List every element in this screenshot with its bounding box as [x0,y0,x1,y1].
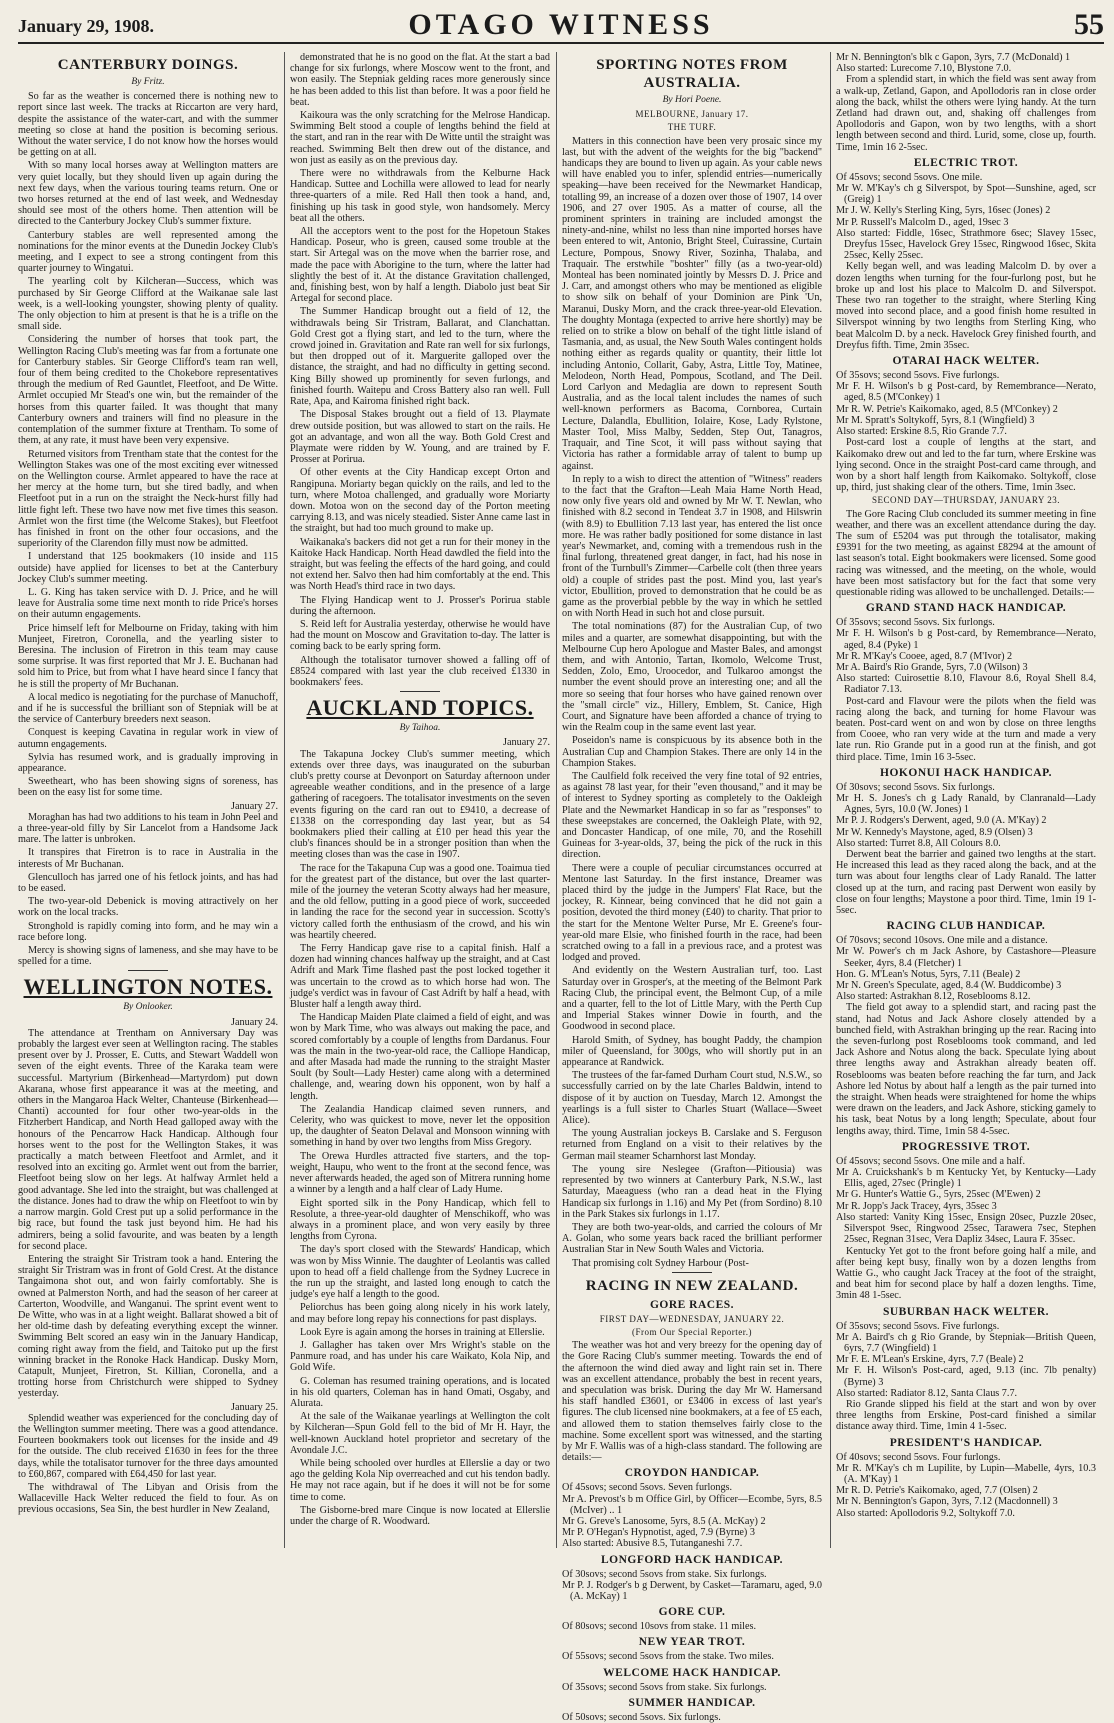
section-subhead: GORE RACES. [649,1298,735,1311]
race-entry: Mr G. Greve's Lanosome, 5yrs, 8.5 (A. McKay) 2 [562,1515,766,1527]
race-entry: Mr R. W. Petrie's Kaikomako, aged, 8.5 (M'Conkey) 2 [836,403,1058,415]
paragraph: S. Reid left for Australia yesterday, otherwise he would have had the mount on Moscow and Gravitation to-day. The latter is coming back to be early spring form. [290,618,550,653]
paragraph: Derwent beat the barrier and gained two lengths at the start. He increased this lead as they raced along the back, and at the turn was about four lengths clear of Lady Ranald. The latter closed up at the turn, and racing past Derwent won easily by close on four lengths; Maystone a poor third. Time, 1min 19 1-5sec. [836,849,1096,917]
column-rule [284,52,285,1548]
paragraph: The Gore Racing Club concluded its summer meeting in fine weather, and there was an excellent attendance during the day. The sum of £5204 was put through the totalisator, making £9391 for the two meeting, as against £8294 at the amount of last season's total. Eight bookmakers were licensed. Some good racing was witnessed, and the meeting, on the whole, would have been most satisfactory but for the fact that some very questionable riding was allowed to be unchallenged. Details:— [836,508,1096,598]
section-subhead: (From Our Special Reporter.) [632,1326,752,1337]
race-entry: Mr J. W. Kelly's Sterling King, 5yrs, 16sec (Jones) 2 [836,205,1051,217]
paragraph: The field got away to a splendid start, and racing past the stand, had Notus and Jack Ashore closely attended by a bunched field, with Astrakhan bringing up the rear. Racing into the seven-furlong post Roseblooms took command, and led Jack Ashore and Notus along the back. Speculate lying about three lengths away and Astrakhan already beaten off. Roseblooms was beaten before reaching the far turn, and Jack Ashore led Notus by about half a length as the pair turned into the straight. When heads were straightened for home the whips were drawn on the leaders, and Jack Ashore, sticking gamely to his task, beat Notus by a long length; Speculate, about four lengths away, third. Time, 1min 58 4-5sec. [836,1002,1096,1137]
race-entry: Also started: Apollodoris 9.2, Soltykoff 7.0. [836,1507,1015,1519]
race-entry: Of 70sovs; second 10sovs. One mile and a distance. [836,935,1048,947]
race-entry: Mr F. H. Wilson's b g Post-card, by Remembrance—Nerato, aged, 8.5 (M'Conkey) 1 [836,381,1096,404]
dateline: January 25. [231,1401,278,1413]
paragraph: Kelly began well, and was leading Malcolm D. by over a dozen lengths when turning for the four-furlong post, but he broke up and lost his place to Malcolm D. and Silverspot. These two ran together to the straight, where Sterling King moved into second place, and a good finish home resulted in Silverspot winning by two lengths from Sterling King, who beat Malcolm D. by a neck. Havelock Grey finished fourth, and Dreyfus fifth. Time, 2min 35sec. [836,261,1096,351]
paragraph: demonstrated that he is no good on the flat. At the start a bad change for six furlongs, where Moscow went to the front, and won easily. The Stepniak gelding races more generously since he has been added to this list than before. It was a poor field he beat. [290,52,550,108]
headline-wellington: WELLINGTON NOTES. [23,974,273,1000]
paragraph: Poseidon's name is conspicuous by its absence both in the Australian Cup and Champion Stakes. There are only 14 in the Champion Stakes. [562,735,822,769]
race-entry: Mr F. H. Wilson's Post-card, aged, 9.13 (inc. 7lb penalty) (Byrne) 3 [836,1365,1096,1388]
column-1 [18,52,278,1548]
paragraph: Kentucky Yet got to the front before going half a mile, and after being kept busy, finally won by a dozen lengths from Wattie G., who caught Jack Tracey at the foot of the straight, and beat him for second place by half a dozen lengths. Time, 3min 48 1-5sec. [836,1245,1096,1302]
race-entry: Also started: Radiator 8.12, Santa Claus 7.7. [836,1387,1018,1399]
race-entry: Mr P. J. Rodgers's Derwent, aged, 9.0 (A. M'Kay) 2 [836,815,1047,827]
paragraph: And evidently on the Western Australian turf, too. Last Saturday over in Grosper's, at the meeting of the Belmont Park Racing Club, the principal event, the Belmont Cup, of a mile and a quarter, fell to the lot of Little Mary, with the Perth Cup and Imperial Stakes winner Dowie in fourth, and the Goodwood in second place. [562,965,822,1033]
paragraph: G. Coleman has resumed training operations, and is located in his old quarters, Coleman has in hand Omati, Osgaby, and Alurata. [290,1375,550,1409]
issue-date: January 29, 1908. [18,16,155,36]
page-number: 55 [1074,8,1104,41]
race-heading: HOKONUI HACK HANDICAP. [880,766,1052,779]
paragraph: Mercy is showing signs of lameness, and she may have to be spelled for a time. [18,945,278,968]
paragraph: The Zealandia Handicap claimed seven runners, and Celerity, who was quickest to move, never let the opposition up, the daughter of Seaton Delaval and Monsoon winning with something in hand by over two lengths from Miss Gregory. [290,1103,550,1149]
race-heading: WELCOME HACK HANDICAP. [603,1666,781,1679]
paragraph: All the acceptors went to the post for the Hopetoun Stakes Handicap. Poseur, who is green, caused some trouble at the start. Sir Artegal was on the move when the barrier rose, and made the pace with Aborigine to the turn, where the latter had slightly the best of it. At the distance Gravitation challenged, and, finishing best, won by half a length. Diabolo just beat Sir Artegal for second place. [290,226,550,305]
byline: By Fritz. [131,77,165,87]
race-entry: Mr P. O'Hegan's Hypnotist, aged, 7.9 (Byrne) 3 [562,1527,755,1539]
paragraph: Of other events at the City Handicap except Orton and Rangipuna. Moriarty began quickly on the rails, and led to the turn, where Motoa challenged, and gradually wore Moriarty down. Motoa won on the second day of the Porton meeting carrying 8.13, and was nicely steadied. Sister Anne came last in the straight, but had too much ground to make up. [290,467,550,535]
paragraph: L. G. King has taken service with D. J. Price, and he will leave for Australia some time next month to ride Price's horses on their autumn engagements. [18,586,278,621]
dateline: January 27. [503,737,550,749]
paragraph: Look Eyre is again among the horses in training at Ellerslie. [300,1326,545,1338]
paragraph: It transpires that Firetron is to race in Australia in the interests of Mr Buchanan. [18,847,278,870]
race-entry: Mr W. M'Kay's ch g Silverspot, by Spot—Sunshine, aged, scr (Greig) 1 [836,183,1096,206]
paragraph: In reply to a wish to direct the attention of "Witness" readers to the fact that the Grafton—Leah Maia Hame North Head, now only five years old and owned by Mr W. T. Newlan, who finished with 8.2 second in Tendeat 3.7 in 1908, and Hilswrin (with 8.9) to Ebullition 7.13 last year, has entered the list once more. He was rather badly positioned for some distance in last year's Newmarket, and, coming with a tremendous rush in the final furlong, threatened great danger, in fact, had his nose in front of the Turnbull's Zimmer—Carbelle colt (then three years old) a couple of strides past the post. Mind you, last year's victor, Ebullition, proved to demonstration that he could be as game as the proverbial pebble by the way in which he settled on with North Head in such hot and close pursuit. [562,473,822,620]
race-entry: Hon. G. M'Lean's Notus, 5yrs, 7.11 (Beale) 2 [836,968,1021,980]
race-entry: Of 50sovs; second 5sovs. Six furlongs. [562,1711,721,1723]
column-4 [836,52,1096,1548]
headline-canterbury: CANTERBURY DOINGS. [57,57,239,73]
race-entry: Also started: Lurecome 7.10, Blystone 7.0. [836,63,1012,75]
race-entry: Mr N. Bennington's blk c Gapon, 3yrs, 7.7 (McDonald) 1 [836,52,1071,63]
race-entry: Mr P. Russell's Malcolm D., aged, 19sec 3 [836,216,1009,228]
paragraph: The Gisborne-bred mare Cinque is now located at Ellerslie under the charge of R. Woodward. [290,1504,550,1527]
race-entry: Of 35sovs; second 5sovs from stake. Six furlongs. [562,1681,767,1693]
race-entry: Also started: Fiddle, 16sec, Strathmore 6sec; Slavey 15sec, Dreyfus 15sec, Havelock Grey 15sec, Ringwood 16sec, Skita 25sec, Kelly 25sec. [836,227,1096,262]
paragraph: From a splendid start, in which the field was sent away from a walk-up, Zetland, Gapon, and Apollodoris ran in close order along the back, whilst the others were lying handy. At the turn Zetland had drawn out, and, shaking off challenges from Apollodoris and Gapon, won by two lengths, with a short length between second and third. Lurid, some, close up, fourth. Time, 1min 16 2-5sec. [836,74,1096,153]
column-rule [556,52,557,1548]
race-entry: Mr G. Hunter's Wattie G., 5yrs, 25sec (M'Ewen) 2 [836,1189,1041,1201]
section-subhead: THE TURF. [667,122,717,133]
newspaper-title: OTAGO WITNESS [408,8,714,41]
race-entry: Mr F. E. M'Lean's Erskine, 4yrs, 7.7 (Beale) 2 [836,1354,1024,1366]
race-entry: Also started: Erskine 8.5, Rio Grande 7.7. [836,426,1007,438]
race-entry: Also started: Astrakhan 8.12, Roseblooms 8.12. [836,991,1031,1003]
race-entry: Mr M. Spratt's Soltykoff, 5yrs, 8.1 (Wingfield) 3 [836,414,1035,426]
paragraph: The Orewa Hurdles attracted five starters, and the top-weight, Haupu, who went to the front at the second fence, was never afterwards headed, the aged son of Mitrera running home a winner by a length and a half clear of Lady Hume. [290,1150,550,1196]
paragraph: Stronghold is rapidly coming into form, and he may win a race before long. [18,920,278,943]
dateline: January 24. [231,1016,278,1028]
paragraph: Moraghan has had two additions to his team in John Peel and a three-year-old filly by Sir Lancelot from a Handsome Jack mare. The latter is unbroken. [18,811,278,846]
paragraph: With so many local horses away at Wellington matters are very quiet locally, but they should liven up again during the next few days, when the various touring teams return. One or two horses returned at the end of last week, and Wednesday should see most of the others home. Then attention will be directed to the Canterbury Jockey Club's summer fixture. [18,160,278,228]
paragraph: The total nominations (87) for the Australian Cup, of two miles and a quarter, are somewhat disappointing, but with the Melbourne Cup hero Apologue and Master Bales, and amongst them, and with Antonio, Tartan, Ikomolo, Welcome Trust, Sedden, Zolo, Emo, Uroocedor, and Tulkaroo amongst the number the event should prove an interesting one; and all the more so seeing that four horses who have gained renown over the "small circle" viz., Hillery, Emblem, St. Canice, High Court, and Signature have been afforded a chance of trying to win the Realm coup in the same event last year. [562,621,822,734]
paragraph: The race for the Takapuna Cup was a good one. Toaimua tied for the greatest part of the distance, but over the last quarter-mile of the journey the veteran Scotty always had her measure, and the old fellow, putting in a good piece of work, succeeded in landing the race for the second year in succession. Scotty's victory called forth the enthusiasm of the crowd, and his win was heartily cheered. [290,862,550,941]
paragraph: The Ferry Handicap gave rise to a capital finish. Half a dozen had winning chances halfway up the straight, and at Cast Adrift and Mark Time flashed past the post locked together it was uncertain to the crowd as to which horse had won. The judge's verdict was in favour of Cast Adrift by half a head, with Bluster half a length away third. [290,943,550,1011]
paragraph: Splendid weather was experienced for the concluding day of the Wellington summer meeting. There was a good attendance. Fourteen bookmakers took out licenses for the inside and 49 for the outside. The club received £1630 in fees for the three days, while the totalisator turnover for the three days amounted to £60,867, compared with £64,450 for last year. [18,1412,278,1480]
paragraph: Conquest is keeping Cavatina in regular work in view of autumn engagements. [18,727,278,750]
race-entry: Mr A. Cruickshank's b m Kentucky Yet, by Kentucky—Lady Ellis, aged, 27sec (Pringle) 1 [836,1167,1096,1190]
race-heading: GORE CUP. [658,1606,726,1619]
race-heading: PROGRESSIVE TROT. [901,1140,1031,1153]
race-heading: GRAND STAND HACK HANDICAP. [865,602,1067,615]
byline: By Taihoa. [399,723,441,734]
race-heading: NEW YEAR TROT. [638,1636,746,1649]
paragraph: Glenculloch has jarred one of his fetlock joints, and has had to be eased. [18,871,278,895]
paragraph: J. Gallagher has taken over Mrs Wright's stable on the Panmure road, and has under his care Waikato, Kola Nip, and Gold Wife. [290,1339,550,1374]
race-heading: CROYDON HANDICAP. [624,1467,760,1480]
byline: By Hori Poene. [662,95,722,105]
race-entry: Of 30sovs; second 5sovs. Six furlongs. [836,781,995,793]
paragraph: A local medico is negotiating for the purchase of Manuchoff, and if he is successful the brilliant son of Stepniak will be at the service of Canterbury breeders next season. [18,691,278,726]
race-entry: Mr R. M'Kay's Cooee, aged, 8.7 (M'Ivor) 2 [836,650,1013,662]
race-entry: Also started: Vanity King 15sec, Ensign 20sec, Puzzle 20sec, Silverspot 9sec, Ringwood 25sec, Tarawera 7sec, Stephen 25sec, Regnan 31sec, Vera Dapliz 34sec, Laura F. 35sec. [836,1211,1096,1246]
race-heading: SUMMER HANDICAP. [628,1696,756,1709]
paragraph: Kaikoura was the only scratching for the Melrose Handicap. Swimming Belt stood a couple of lengths behind the field at the start, and ran in the rear with De Witte until the straight was reached. Swimming Belt then drew out of the distance, and won just as easily as on the previous day. [290,110,550,166]
race-entry: Mr N. Bennington's Gapon, 3yrs, 7.12 (Macdonnell) 3 [836,1496,1058,1508]
paragraph: There were no withdrawals from the Kelburne Hack Handicap. Suttee and Lochilla were allowed to lead for nearly three-quarters of a mile. Red Hall then took a hand, and, finishing up his task in good style, won handsomely. Mercy beat all the others. [290,168,550,224]
race-entry: Mr F. H. Wilson's b g Post-card, by Remembrance—Nerato, aged, 8.4 (Pyke) 1 [836,628,1096,651]
dateline: January 27. [231,800,278,812]
race-entry: Of 45sovs; second 5sovs. One mile. [836,171,983,183]
race-entry: Of 45sovs; second 5sovs. Seven furlongs. [562,1482,733,1494]
paragraph: Matters in this connection have been very prosaic since my last, but with the advent of the weights for the big "backend" handicaps they are bound to liven up again. As your cable news will have enabled you to infer, splendid entries—numerically speaking—have been received for the Newmarket Handicap, totalling 99, an increase of a dozen over those of 1907, 14 over 1906, and 27 over 1905. As a matter of course, all the prominent sprinters in training are included amongst the ninety-and-nine, whilst no less than nine imported horses have been entered to wit, Antonio, Bright Steel, Cuirassine, Curtain Lecture, Pompous, Snowy River, Sozinha, Thalaba, and Traquair. The erstwhile "boshter" filly (as a two-year-old) Monteal has been nominated jointly by Messrs D. J. Price and J. Carr, and amongst others who may be mentioned as eligible to show silk on behalf of your Dominion are Pink 'Un, Maranui, Dusky Morn, and the crack three-year-old Elevation. The doughty Montaga (expected to arrive here shortly) may be relied on to strike a blow on behalf of the tight little island of Tasmania, and, as usual, the New South Wales contingent holds nothing either as regards quality or quantity, their little lot including Antonio, Collarit, Gaby, Astra, Little Toy, Matinee, Melodeon, North Head, Pompous, Scotland, and The Deil. Lord Carlyon and Medaglia are down to represent South Australia, and as the local talent includes the names of such well-known performers as Bacoma, Cornborea, Curtain Lecture, Dalandla, Ebullition, Iolaire, Kose, Lady Rylstone, Master Tool, Miss Malby, Sedden, Step Out, Tanagros, Traquair, and Tine Scot, it will pass without saying that Victoria has rather a formidable array of talent to bump up against. [562,135,822,472]
paragraph: The day's sport closed with the Stewards' Handicap, which was won by Miss Winnie. The daughter of Leolantis was called upon to head off a field challenge from the Sydney Lucrece in the run up the straight, and lasted long enough to catch the judge's eye half a length to the good. [290,1244,550,1301]
race-entry: Of 55sovs; second 5sovs from the stake. Two miles. [562,1651,774,1663]
paragraph: The Flying Handicap went to J. Prosser's Porirua stable during the afternoon. [290,594,550,617]
column-rule [830,52,831,1548]
race-heading: LONGFORD HACK HANDICAP. [601,1553,783,1566]
race-entry: Mr P. J. Rodger's b g Derwent, by Casket—Taramaru, aged, 9.0 (A. McKay) 1 [562,1579,822,1602]
headline-australia: SPORTING NOTES FROM AUSTRALIA. [596,57,788,91]
masthead [18,6,1104,44]
section-subhead: FIRST DAY—WEDNESDAY, JANUARY 22. [599,1313,785,1324]
paragraph: The trustees of the far-famed Durham Court stud, N.S.W., so successfully carried on by the late Charles Baldwin, intend to dispose of it by auction on Tuesday, March 12. Amongst the yearlings is a full sister to Charles Stuart (Wallace—Sweet Alice). [562,1070,822,1127]
paragraph: Price himself left for Melbourne on Friday, taking with him Munjeet, Firetron, Coronella, and the yearling sister to Beresina. The inclusion of Firetron in this team may cause some surprise. It was first reported that Mr J. E. Buchanan had sold him to Price, but from what I have heard since I fancy that he is still the property of Mr Buchanan. [18,622,278,690]
race-heading: ELECTRIC TROT. [913,156,1019,169]
paragraph: Rio Grande slipped his field at the start and won by over three lengths from Erskine, Post-card finished a similar distance away third. Time, 1min 4 1-5sec. [836,1398,1096,1433]
paragraph: Post-card lost a couple of lengths at the start, and Kaikomako drew out and led to the far turn, where Erskine was lying second. Once in the straight Post-card came through, and won by a short half length from Kaikomako. Soltykoff, close up, third, just shaking clear of the others. Time, 1min 3sec. [836,437,1096,494]
race-entry: Mr A. Baird's ch g Rio Grande, by Stepniak—British Queen, 6yrs, 7.7 (Wingfield) 1 [836,1331,1096,1354]
paragraph: The Summer Handicap brought out a field of 12, the withdrawals being Sir Tristram, Ballarat, and Clanchattan. Gold Crest got a flying start, and led to the turn, where the crowd joined in. Gravitation and Rate ran well for six furlongs, but then dropped out of it. Marguerite galloped over the distance, the straight, and had no difficulty in getting second. King Billy showed up prominently for seven furlongs, and finished fourth. Waitepu and Cross Battery also ran well. Full Rate, Apa, and Kairoma finished right back. [290,306,550,408]
race-entry: Mr R. Jopp's Jack Tracey, 4yrs, 35sec 3 [836,1200,997,1212]
paragraph: The young sire Neslegee (Grafton—Pitiousia) was represented by two winners at Canterbury Park, N.S.W., last Saturday, Maeaguess (who ran a dead heat in the Flying Handicap six furlongs in 1.16) and My Pet (from Sordino) 8.10 in the Park Stakes six furlongs in 1.17. [562,1163,822,1220]
paragraph: While being schooled over hurdles at Ellerslie a day or two ago the gelding Kola Nip overreached and cut his tendon badly. He may not race again, but if he does it will not be for some time to come. [290,1457,550,1503]
race-entry: Mr W. Power's ch m Jack Ashore, by Castashore—Pleasure Seeker, 4yrs, 8.4 (Fletcher) 1 [836,946,1096,969]
paragraph: Waikanaka's backers did not get a run for their money in the Kaitoke Hack Handicap. North Head dawdled the field into the straight, but was feeling the effects of the hard going, and could not extend her. Salvo then had him comfortably at the end. This was North Head's third race in two days. [290,536,550,593]
paragraph: Considering the number of horses that took part, the Wellington Racing Club's meeting was far from a fortunate one for Canterbury stables. Sir George Clifford's team ran well, four of them being credited to the Chokebore representatives through the medium of Red Gauntlet, Fleetfoot, and De Witte. Armlet occupied Mr Stead's one win, but the remainder of the horses from this quarter failed. It was thought that many Canterbury owners and trainers will find no pleasure in the contemplation of the summer fixture at Trentham. To some of them, at any rate, it must have been very expensive. [18,334,278,447]
paragraph: The two-year-old Debenick is moving attractively on her work on the local tracks. [18,896,278,919]
paragraph: There were a couple of peculiar circumstances occurred at Mentone last Saturday. In the first instance, Dreamer was placed third by the judge in the Jumpers' Flat Race, but the jockey, R. Kinnear, being convinced that he did not gain a position, devoted the third money (£40) to charity. That prior to the start for the Mentone Welter Purse, Mr E. Greene's four-year-old mare Elsie, who finished fourth in the race, had been scratched owing to a fall in a previous race, and a protest was lodged and proved. [562,862,822,964]
race-entry: Also started: Cuirosettie 8.10, Flavour 8.6, Royal Shell 8.4, Radiator 7.13. [836,673,1096,696]
race-entry: Mr A. Prevost's b m Office Girl, by Officer—Ecombe, 5yrs, 8.5 (McIver) .. 1 [562,1493,822,1516]
paragraph: The Caulfield folk received the very fine total of 92 entries, as against 78 last year, for their "even thousand," and it may be of interest to Sydney sporting as completely to the Oakleigh Plate and the Newmarket Handicap in so far as "responses" to these sweepstakes are concerned, the Oakleigh Plate, with 92, and Doncaster Handicap, of one mile, 70, and the Rosehill Guineas for 3-year-olds, 37, being the pick of the ruck in this direction. [562,770,822,861]
paragraph: That promising colt Sydney Harbour (Post- [572,1257,749,1269]
race-entry: Of 35sovs; second 5sovs. Six furlongs. [836,617,995,629]
headline-racing-nz: RACING IN NEW ZEALAND. [585,1277,799,1294]
race-entry: Of 35sovs; second 5sovs. Five furlongs. [836,1320,1000,1332]
race-entry: Mr H. S. Jones's ch g Lady Ranald, by Clanranald—Lady Agnes, 5yrs, 10.0 (W. Jones) 1 [836,792,1096,816]
paragraph: Post-card and Flavour were the pilots when the field was racing along the back, and turning for home Flavour was beaten. Post-card went on and won by close on three lengths from Cooee, who ran very wide at the turn and made a very late run. Rio Grande put in a good run at the finish, and got third place. Time, 1min 16 3-5sec. [836,695,1096,763]
paragraph: Although the totalisator turnover showed a falling off of £8524 compared with last year the club received £1330 in bookmakers' fees. [290,654,550,688]
paragraph: The Disposal Stakes brought out a field of 13. Playmate drew outside position, but was allowed to start on the rails. He got an advantage, and won all the way. Both Gold Crest and Playmate were ridden by W. Young, and are trained by F. Prosser at Porirua. [290,409,550,466]
paragraph: Entering the straight Sir Tristram took a hand. Entering the straight Sir Tristram was in front of Gold Crest. At the distance Tangaimona shot out, and won fairly comfortably. She is owned at Palmerston North, and had the season of her career at Carterton, Woodville, and Wanganui. The sprint event went to De Witte, who was in at a light weight. Ballarat showed a bit of her old-time dash by defeating everything except the winner. Swimming Belt scored an easy win in the January Handicap, coming right away from the field, and Taitoko put up the first winning bracket in the Ronoke Hack Handicap. Dusky Morn, Catapult, Munjeet, Firetron, St. Killian, Coronella, and a trotting horse from Christchurch were shipped to Sydney yesterday. [18,1253,278,1400]
paragraph: At the sale of the Waikanae yearlings at Wellington the colt by Kilcheran—Spun Gold fell to the bid of Mr H. Hayr, the well-known Auckland hotel proprietor and secretary of the Avondale J.C. [290,1411,550,1456]
section-subhead: SECOND DAY—THURSDAY, JANUARY 23. [871,495,1061,506]
column-3 [562,52,822,1723]
race-entry: Of 40sovs; second 5sovs. Four furlongs. [836,1451,1001,1463]
paragraph: Harold Smith, of Sydney, has bought Paddy, the champion miler of Queensland, for 300gs, who will shortly put in an appearance at Randwick. [562,1034,822,1069]
race-entry: Mr W. Kennedy's Maystone, aged, 8.9 (Olsen) 3 [836,826,1033,838]
race-entry: Also started: Turret 8.8, All Colours 8.0. [836,837,1001,849]
race-entry: Of 45sovs; second 5sovs. One mile and a half. [836,1155,1026,1167]
race-heading: RACING CLUB HANDICAP. [886,920,1046,933]
race-heading: PRESIDENT'S HANDICAP. [889,1436,1043,1449]
race-heading: SUBURBAN HACK WELTER. [882,1305,1050,1318]
race-entry: Mr A. Baird's Rio Grande, 5yrs, 7.0 (Wilson) 3 [836,661,1028,673]
paragraph: Sweetheart, who has been showing signs of soreness, has been on the easy list for some time. [18,776,278,799]
paragraph: The Handicap Maiden Plate claimed a field of eight, and was won by Mark Time, who was always out making the pace, and scored comfortably by a couple of lengths from Dardanus. Four was the main in the two-year-old race, the Calliope Handicap, and after Masada had made the running to the straight Master Soult (by Soult—Lady Hester) came along with a determined challenge, and, wearing down his opponent, won by half a length. [290,1012,550,1102]
race-entry: Mr R. D. Petrie's Kaikomako, aged, 7.7 (Olsen) 2 [836,1485,1038,1497]
column-2 [290,52,550,1548]
paragraph: They are both two-year-olds, and carried the colours of Mr A. Golan, who some years back raced the brilliant performer Australian Star in New South Wales and Victoria. [562,1221,822,1256]
race-entry: Mr R. M'Kay's ch m Lupilite, by Lupin—Mabelle, 4yrs, 10.3 (A. M'Kay) 1 [836,1462,1096,1485]
paragraph: The yearling colt by Kilcheran—Success, which was purchased by Sir George Clifford at the Waikanae sale last week, is a well-looking youngster, showing plenty of quality. The only objection to him at present is that he is a trifle on the small side. [18,276,278,333]
divider [672,1272,712,1273]
paragraph: So far as the weather is concerned there is nothing new to report since last week. The tracks at Riccarton are very hard, despite the assistance of the water-cart, and with the summer meeting so close at hand the position is becoming serious. Without the water service, I do not know how the horses would be getting on at all. [18,91,278,159]
byline: By Onlooker. [123,1002,173,1013]
dateline: MELBOURNE, January 17. [635,109,749,120]
paragraph: Canterbury stables are well represented among the nominations for the minor events at the Dunedin Jockey Club's meeting, and I expect to see a strong contingent from this quarter journey to Wingatui. [18,229,278,275]
paragraph: Peliorchus has been going along nicely in his work lately, and may before long repay his connections for past displays. [290,1302,550,1325]
paragraph: The weather was hot and very breezy for the opening day of the Gore Racing Club's summer meeting. Towards the end of the afternoon the wind died away and light rain set in. There was an excellent attendance, probably the best in recent years, and speculation was brisk. During the day Mr W. Hamersand his staff handled £3601, or £3406 in excess of last year's figures. The club licensed nine bookmakers, at a fee of £5 each, and allowed them to station themselves fairly close to the machine. Some excellent sport was witnessed, and the starting by Mr F. Wallis was of a high-class standard. The following are details:— [562,1340,822,1464]
race-heading: OTARAI HACK WELTER. [892,355,1040,368]
divider [400,691,440,692]
paragraph: Eight sported silk in the Pony Handicap, which fell to Resolute, a three-year-old daughter of Menschikoff, who was always in a prominent place, and won very easily by three lengths from Cyrona. [290,1197,550,1243]
race-entry: Of 35sovs; second 5sovs. Five furlongs. [836,370,1000,382]
race-entry: Of 80sovs; second 10sovs from stake. 11 miles. [562,1621,757,1633]
divider [128,970,168,971]
race-entry: Mr N. Green's Speculate, aged, 8.4 (W. Buddicombe) 3 [836,980,1062,992]
race-entry: Also started: Abusive 8.5, Tutanganeshi 7.7. [562,1538,743,1550]
paragraph: The young Australian jockeys B. Carslake and S. Ferguson returned from England on a visit to their relatives by the German mail steamer Scharnhorst last Monday. [562,1128,822,1162]
race-entry: Of 30sovs; second 5sovs from stake. Six furlongs. [562,1568,767,1580]
paragraph: The withdrawal of The Libyan and Orisis from the Wallaceville Hack Welter reduced the field to four. As on previous occasions, Sea Sin, the best hurdler in New Zealand, [18,1481,278,1516]
paragraph: The Takapuna Jockey Club's summer meeting, which extends over three days, was inaugurated on the suburban club's pretty course at Devonport on Saturday afternoon under agreeable weather conditions, and in the presence of a large gathering of racegoers. The totalisator investments on the seven events figuring on the card ran out to £9410, a decrease of £1338 on the corresponding day last year, but as 54 bookmakers plied their calling at £10 per head this year the club's finances should be in a stronger position than when the meeting closes than was the case in 1907. [290,748,550,861]
headline-auckland: AUCKLAND TOPICS. [306,695,534,721]
paragraph: I understand that 125 bookmakers (10 inside and 115 outside) have applied for licenses to bet at the Canterbury Jockey Club's summer meeting. [18,551,278,585]
paragraph: Sylvia has resumed work, and is gradually improving in appearance. [18,751,278,774]
paragraph: Returned visitors from Trentham state that the contest for the Wellington Stakes was one of the most exciting ever witnessed on the Wellington course. Armlet appeared to have the race at her mercy at the home turn, but she tired badly, and when Fleetfoot put in a run on the straight the Neck-hurst filly had little fight left. These two have now met five times this season. Armlet won the first time (the Welcome Stakes), but Fleetfoot has finished in front on the other four occasions, and the superiority of the Clarendon filly must now be admitted. [18,448,278,550]
paragraph: The attendance at Trentham on Anniversary Day was probably the largest ever seen at Wellington racing. The stables present over by J. Prosser, E. Cutts, and Stewart Waddell won seven of the eight events. Three of the Karaka team were successful. Martyrium (Birkenhead—Martyrdom) put down Akarana, whose first appearance it was at the meeting, and others in the Mangaroa Hack Welter, Chanteuse (Birkenhead—Chanti) accounted for four other two-year-olds in the Fitzherbert Handicap, and North Head galloped away with the honours of the Pencarrow Hack Handicap. Although four horses went to the post for the Wellington Stakes, it was practically a match between Fleetfoot and Armlet, and it resolved into an exciting go. Armlet went out from the barrier, Fleetfoot being slow on her legs. At halfway Armlet held a good advantage. She led into the straight, but was challenged at the distance. Jones had to draw the whip on Fleetfoot to win by a narrow margin. Gold Crest put up a solid performance in the big race, but found the task just beyond him. He had his admirers, being a solid favourite, and was beaten by a length for second place. [18,1027,278,1252]
